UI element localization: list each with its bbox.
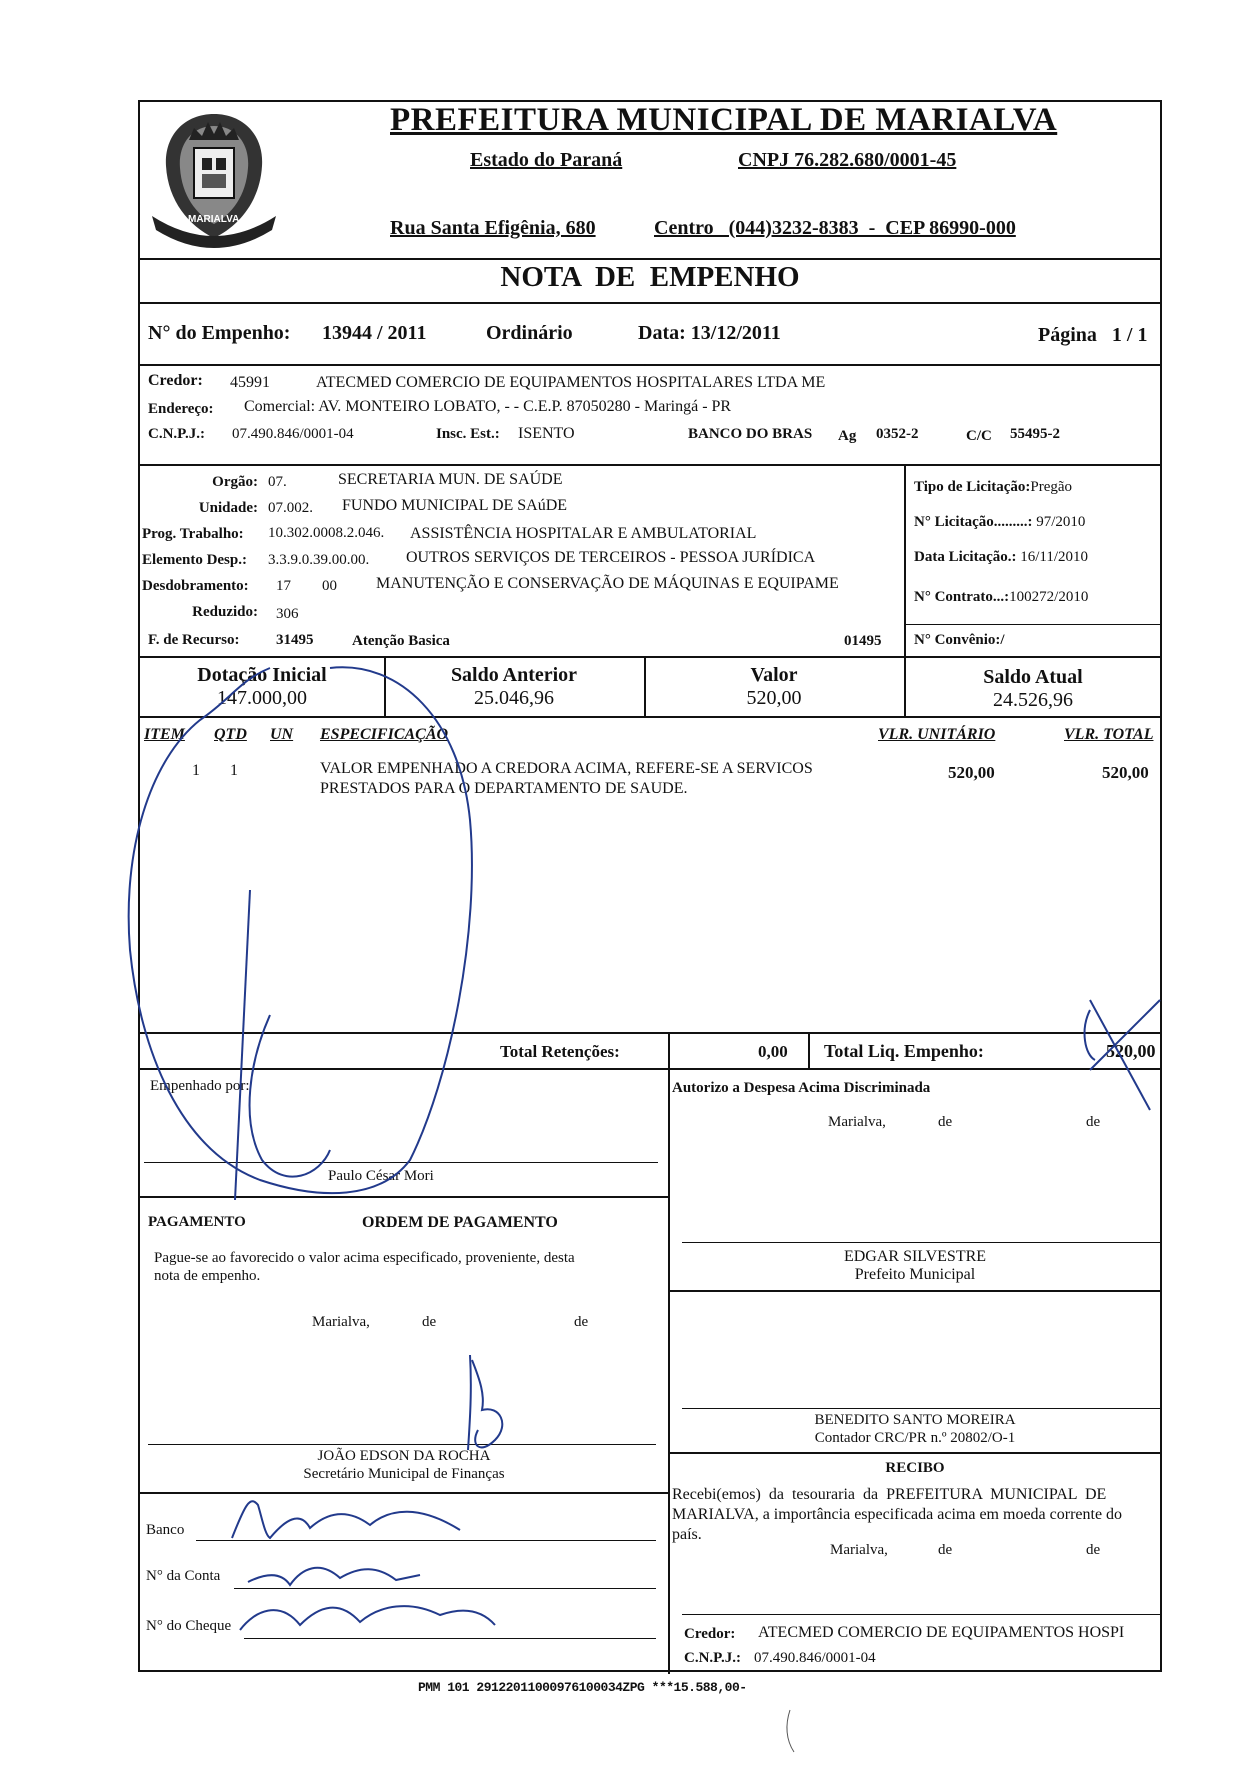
item-qtd: 1 (230, 762, 238, 779)
autorizo-place: Marialva, (828, 1114, 886, 1130)
desdobramento-b: 00 (322, 578, 337, 594)
retencoes-value: 0,00 (758, 1042, 788, 1061)
n-licitacao-label: N° Licitação.........: 97/2010 (914, 514, 1086, 530)
empenho-type: Ordinário (486, 322, 573, 344)
saldo-dotacao (140, 664, 384, 710)
header-cnpj: CNPJ 76.282.680/0001-45 (738, 149, 957, 171)
item-total-value: 520,00 (1102, 763, 1149, 782)
data-licitacao-value: 16/11/2010 (1020, 549, 1089, 565)
orgao-label: Orgão: (212, 474, 258, 490)
empenhado-label: Empenhado por: (150, 1078, 250, 1094)
recibo-credor: ATECMED COMERCIO DE EQUIPAMENTOS HOSPI (758, 1624, 1125, 1641)
recibo-line1: Recebi(emos) da tesouraria da PREFEITURA MUNICIPAL DE (672, 1486, 1107, 1503)
page-title: PREFEITURA MUNICIPAL DE MARIALVA (390, 102, 1058, 138)
desdobramento-a: 17 (276, 578, 291, 594)
header-contact: Centro (044)3232-8383 - CEP 86990-000 (654, 217, 1016, 239)
recurso-name: Atenção Basica (352, 633, 450, 649)
n-contrato-value: 100272/2010 (1009, 589, 1089, 605)
item-number: 1 (192, 762, 200, 779)
contador-signer: BENEDITO SANTO MOREIRA (814, 1412, 1016, 1428)
orgao-code: 07. (268, 474, 287, 490)
pagamento-label: PAGAMENTO (148, 1214, 246, 1230)
saldo-anterior-value: 25.046,96 (474, 687, 554, 709)
n-convenio-label: N° Convênio:/ (914, 632, 1005, 648)
unidade-code: 07.002. (268, 500, 313, 516)
insc-label: Insc. Est.: (436, 426, 500, 442)
col-unit: VLR. UNITÁRIO (878, 726, 996, 743)
recibo-title: RECIBO (885, 1460, 945, 1476)
document-title: NOTA DE EMPENHO (500, 261, 800, 293)
recurso-code: 31495 (276, 632, 314, 648)
credor-code: 45991 (230, 374, 270, 391)
desdobramento-name: MANUTENÇÃO E CONSERVAÇÃO DE MÁQUINAS E EQUIPAME (376, 575, 839, 592)
saldo-dotacao-value: 147.000,00 (217, 687, 307, 709)
cnpj-label: C.N.P.J.: (148, 426, 205, 442)
credor-insc: ISENTO (518, 425, 575, 442)
liq-value: 520,00 (1106, 1041, 1156, 1061)
col-un: UN (270, 726, 294, 743)
data-licitacao-label: Data Licitação.: 16/11/2010 (914, 549, 1089, 565)
orgao-name: SECRETARIA MUN. DE SAÚDE (338, 471, 563, 488)
cc-label: C/C (966, 428, 992, 444)
autorizo-role: Prefeito Municipal (854, 1266, 976, 1283)
cheque-label: N° do Cheque (146, 1618, 232, 1634)
saldo-valor (644, 664, 904, 710)
recibo-de2: de (1086, 1542, 1101, 1558)
recurso-label: F. de Recurso: (148, 632, 240, 648)
header-street: Rua Santa Efigênia, 680 (390, 217, 596, 239)
pagamento-place: Marialva, (312, 1314, 370, 1330)
pagamento-signer: JOÃO EDSON DA ROCHA (317, 1448, 491, 1464)
reduzido-label: Reduzido: (192, 604, 258, 620)
footer-code: PMM 101 29122011000976100034ZPG ***15.588,00- (418, 1680, 747, 1695)
saldo-anterior-label: Saldo Anterior (450, 664, 578, 686)
recurso-number: 01495 (844, 633, 882, 649)
item-unit-value: 520,00 (948, 763, 995, 782)
saldo-dotacao-label: Dotação Inicial (197, 664, 327, 686)
credor-name: ATECMED COMERCIO DE EQUIPAMENTOS HOSPITALARES LTDA ME (316, 374, 826, 391)
saldo-atual (904, 666, 1162, 712)
pagamento-role: Secretário Municipal de Finanças (303, 1466, 505, 1482)
elemento-name: OUTROS SERVIÇOS DE TERCEIROS - PESSOA JURÍDICA (406, 549, 816, 566)
recibo-line2: MARIALVA, a importância especificada acima em moeda corrente do (672, 1506, 1123, 1523)
unidade-name: FUNDO MUNICIPAL DE SAúDE (342, 497, 568, 514)
n-contrato-label: N° Contrato...:100272/2010 (914, 589, 1089, 605)
item-spec-line2: PRESTADOS PARA O DEPARTAMENTO DE SAUDE. (320, 780, 688, 797)
pagamento-text-line1: Pague-se ao favorecido o valor acima especificado, proveniente, desta (154, 1250, 575, 1266)
ordem-pagamento-title: ORDEM DE PAGAMENTO (362, 1214, 558, 1231)
saldo-atual-value: 24.526,96 (993, 689, 1073, 711)
banco-label: Banco (146, 1522, 185, 1538)
state-name: Estado do Paraná (470, 149, 623, 171)
conta-label: N° da Conta (146, 1568, 221, 1584)
municipal-seal-icon (144, 106, 284, 256)
n-licitacao-value: 97/2010 (1036, 514, 1086, 530)
recibo-de1: de (938, 1542, 953, 1558)
reduzido-value: 306 (276, 606, 299, 622)
pagamento-de1: de (422, 1314, 437, 1330)
endereco-label: Endereço: (148, 401, 214, 417)
liq-label: Total Liq. Empenho: (824, 1041, 984, 1061)
saldo-valor-value: 520,00 (746, 687, 802, 709)
nota-de-empenho-form (138, 100, 1162, 1672)
saldo-valor-label: Valor (750, 664, 798, 686)
recibo-place: Marialva, (830, 1542, 888, 1558)
ag-label: Ag (838, 428, 857, 444)
autorizo-label: Autorizo a Despesa Acima Discriminada (672, 1080, 931, 1096)
autorizo-de2: de (1086, 1114, 1101, 1130)
unidade-label: Unidade: (198, 500, 258, 516)
recibo-credor-label: Credor: (684, 1626, 736, 1642)
autorizo-signer: EDGAR SILVESTRE (843, 1248, 987, 1265)
tipo-licitacao-value: Pregão (1030, 479, 1073, 495)
empenho-date: Data: 13/12/2011 (638, 322, 781, 344)
credor-bank: BANCO DO BRAS (688, 426, 813, 442)
elemento-code: 3.3.9.0.39.00.00. (268, 552, 370, 568)
col-total: VLR. TOTAL (1064, 726, 1154, 743)
autorizo-de1: de (938, 1114, 953, 1130)
col-qtd: QTD (214, 726, 247, 743)
elemento-label: Elemento Desp.: (142, 552, 247, 568)
prog-name: ASSISTÊNCIA HOSPITALAR E AMBULATORIAL (410, 525, 757, 542)
pagamento-de2: de (574, 1314, 589, 1330)
seal-text: MARIALVA (188, 214, 240, 225)
retencoes-label: Total Retenções: (500, 1042, 620, 1061)
recibo-cnpj-label: C.N.P.J.: (684, 1650, 741, 1666)
page-number: Página 1 / 1 (1038, 324, 1148, 346)
empenho-number: 13944 / 2011 (322, 322, 427, 344)
saldo-atual-label: Saldo Atual (983, 666, 1083, 688)
credor-endereco: Comercial: AV. MONTEIRO LOBATO, - - C.E.P. 87050280 - Maringá - PR (244, 398, 732, 415)
col-item: ITEM (144, 726, 185, 743)
prog-code: 10.302.0008.2.046. (268, 525, 385, 541)
saldo-anterior (384, 664, 644, 710)
recibo-line3: país. (672, 1526, 702, 1543)
recibo-cnpj: 07.490.846/0001-04 (754, 1650, 876, 1666)
credor-label: Credor: (148, 372, 203, 389)
pagamento-text-line2: nota de empenho. (154, 1268, 261, 1284)
contador-role: Contador CRC/PR n.º 20802/O-1 (814, 1430, 1016, 1446)
credor-ag: 0352-2 (876, 426, 919, 442)
credor-cnpj: 07.490.846/0001-04 (232, 426, 354, 442)
empenho-number-label: N° do Empenho: (148, 322, 291, 344)
tipo-licitacao-label: Tipo de Licitação:Pregão (914, 479, 1073, 495)
col-spec: ESPECIFICAÇÃO (320, 726, 449, 743)
desdobramento-label: Desdobramento: (142, 578, 249, 594)
item-spec-line1: VALOR EMPENHADO A CREDORA ACIMA, REFERE-SE A SERVICOS (320, 760, 813, 777)
empenhado-signer: Paulo César Mori (328, 1168, 434, 1184)
credor-cc: 55495-2 (1010, 426, 1060, 442)
prog-label: Prog. Trabalho: (142, 526, 244, 542)
